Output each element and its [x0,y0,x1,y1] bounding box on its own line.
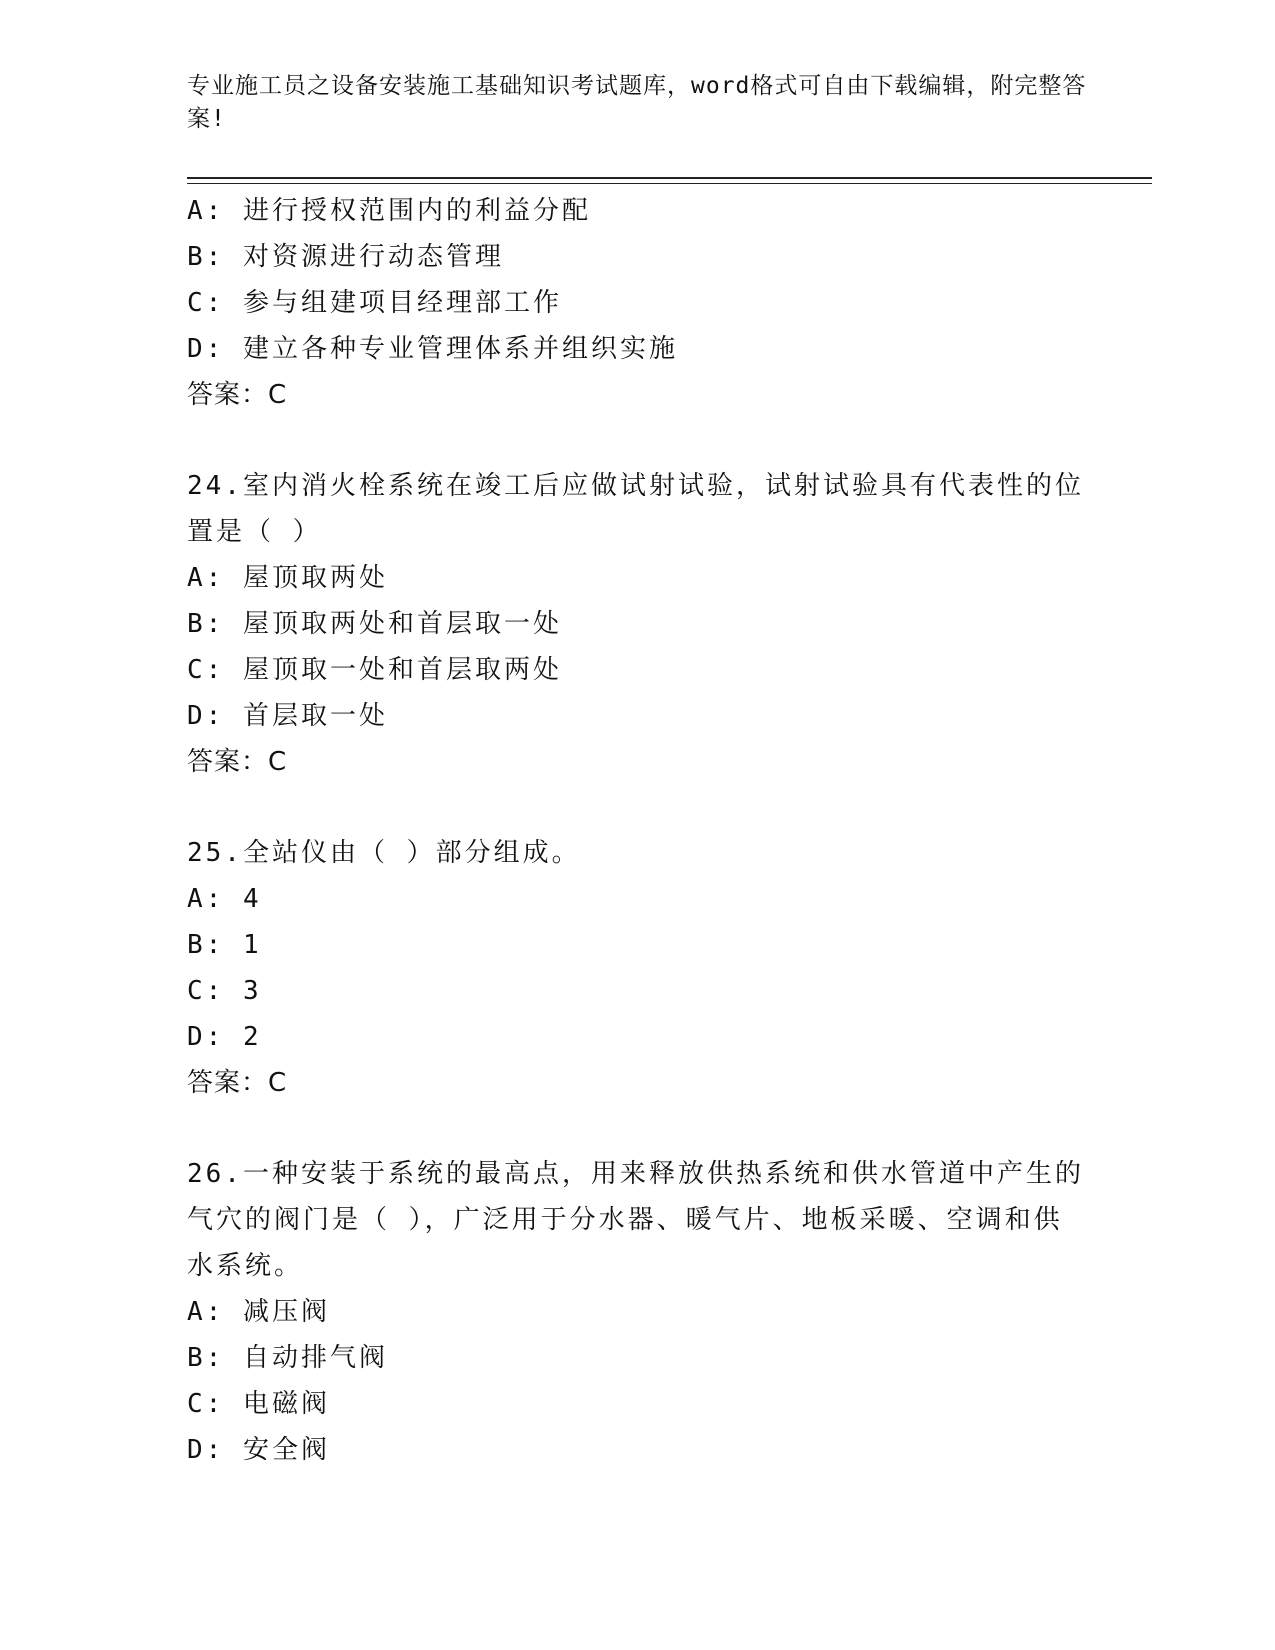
spacer [187,785,1087,830]
question-text: 24.室内消火栓系统在竣工后应做试射试验，试射试验具有代表性的位置是（ ） [187,471,1084,547]
option-b: B: 1 [187,930,262,960]
question-block-25 [187,830,1087,1106]
answer-line: 答案：C [187,380,288,410]
option-c: C: 屋顶取一处和首层取两处 [187,655,562,685]
document-header: 专业施工员之设备安装施工基础知识考试题库，word格式可自由下载编辑，附完整答案! [187,73,1087,132]
question-block-continued [187,188,1087,418]
header-divider-thick [187,177,1152,179]
option-a: A: 进行授权范围内的利益分配 [187,196,591,226]
option-d: D: 建立各种专业管理体系并组织实施 [187,334,678,364]
option-a: A: 4 [187,884,262,914]
answer-line: 答案：C [187,747,288,777]
option-b: B: 屋顶取两处和首层取一处 [187,609,562,639]
question-content [187,188,1087,1473]
question-block-26 [187,1151,1087,1473]
option-c: C: 3 [187,976,262,1006]
option-d: D: 首层取一处 [187,701,388,731]
question-text: 25.全站仪由（ ）部分组成。 [187,838,581,868]
option-c: C: 电磁阀 [187,1389,330,1419]
question-text: 26.一种安装于系统的最高点，用来释放供热系统和供水管道中产生的气穴的阀门是（ ），广泛用于分水器、暖气片、地板采暖、空调和供水系统。 [187,1159,1084,1281]
option-d: D: 2 [187,1022,262,1052]
option-b: B: 对资源进行动态管理 [187,242,504,272]
answer-line: 答案：C [187,1068,288,1098]
spacer [187,418,1087,463]
option-c: C: 参与组建项目经理部工作 [187,288,562,318]
option-d: D: 安全阀 [187,1435,330,1465]
option-a: A: 屋顶取两处 [187,563,388,593]
header-divider-thin [187,183,1152,184]
spacer [187,1106,1087,1151]
question-block-24 [187,463,1087,785]
option-a: A: 减压阀 [187,1297,330,1327]
option-b: B: 自动排气阀 [187,1343,388,1373]
